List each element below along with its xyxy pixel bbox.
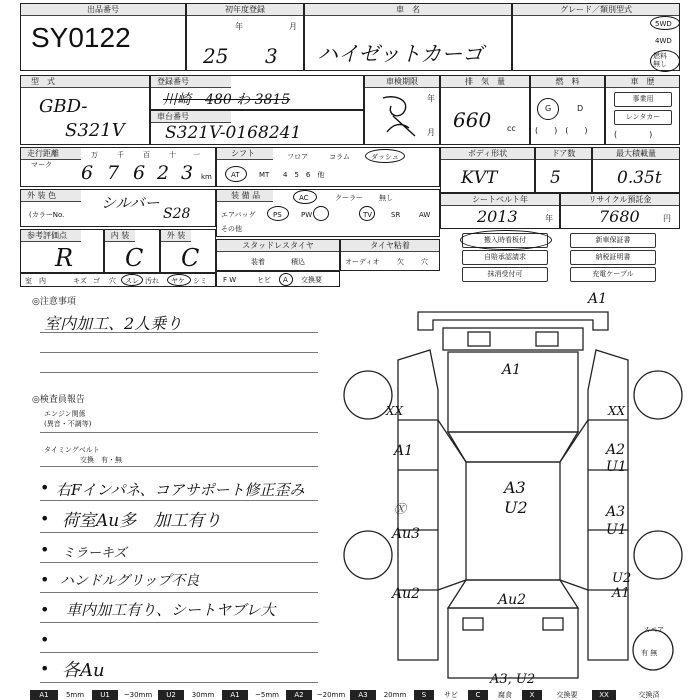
fuel-label: 燃 料 [531, 76, 604, 88]
model-label: 型 式 [21, 76, 149, 88]
shift-box [216, 147, 440, 187]
color-box [20, 189, 216, 227]
diagram-roof: A1 [502, 362, 522, 378]
fw-a-circle [279, 273, 293, 286]
doc-insurance: 自賠承認請求 [462, 250, 548, 265]
body-value: KVT [461, 168, 498, 188]
mileage-unit: km [201, 173, 212, 181]
chassis-label: 車台番号 [151, 111, 231, 123]
mileage-unit-1k: 千 [117, 151, 124, 159]
inspector-engine-sub: (異音・不調等) [44, 420, 92, 428]
recycle-unit: 円 [663, 214, 671, 223]
grade-4wd: 4WD [655, 37, 672, 45]
notes-rule [40, 682, 318, 683]
diagram-tailgate: Au2 [498, 592, 527, 608]
equip-ps-circle [267, 206, 289, 221]
equipment-label: 装 備 品 [217, 190, 273, 202]
report-line: 右Fインパネ、コアサポート修正歪み [56, 481, 305, 499]
seatbelt-value: 2013 [477, 207, 518, 226]
notes-rule [40, 332, 318, 333]
inspector-label: ◎検査員報告 [32, 395, 85, 405]
notes-rule [40, 532, 318, 533]
model-box [20, 75, 150, 145]
equip-airbag: エアバッグ [221, 211, 256, 219]
shift-dash-circle [365, 149, 405, 163]
diagram-left-rear-door: Au3 [392, 526, 421, 542]
legend-code: X [522, 690, 542, 700]
fuel-blank: ( ) ( ) [535, 126, 588, 135]
diagram-left-rear: Au2 [392, 586, 421, 602]
interior-opt: 穴 [109, 277, 116, 285]
legend-desc: 交換済 [618, 690, 680, 700]
notes-rule [40, 372, 318, 373]
interior-opt: シミ [193, 277, 207, 285]
interior-burn-circle [167, 274, 191, 286]
interior-opt: 汚れ [145, 277, 159, 285]
shift-dash: ダッシュ [371, 153, 399, 161]
legend-code: S [414, 690, 434, 700]
doc-cable: 充電ケーブル [570, 267, 656, 282]
fw-opt: ヒビ [257, 276, 271, 284]
ref-rating-box [20, 229, 104, 273]
equip-tv-circle [359, 206, 375, 221]
tire-opt-3: 穴 [421, 258, 428, 266]
studless-label: スタッドレスタイヤ [217, 240, 339, 252]
body-label: ボディ形状 [441, 148, 534, 160]
displacement-unit: cc [507, 124, 516, 133]
mileage-digit: 7 [107, 162, 120, 184]
inspector-timing: タイミングベルト [44, 446, 100, 454]
interior-scratch-circle [121, 274, 143, 286]
mileage-unit-1: 一 [193, 151, 200, 159]
grade-fuel: 燃料 無し [653, 52, 667, 68]
report-line: 車内加工有り、シートヤブレ大 [66, 601, 276, 619]
mileage-sub: マーク [31, 161, 52, 169]
legend-desc: 20mm [378, 690, 412, 700]
report-bullet: • [40, 478, 50, 497]
report-line: 各Au [62, 660, 105, 681]
car-type-box [605, 75, 680, 145]
fuel-box [530, 75, 605, 145]
legend-desc: 交換要 [544, 690, 590, 700]
chassis-box [150, 110, 364, 145]
fw-label: F W [223, 276, 237, 284]
grade-label: グレード／類別型式 [513, 4, 679, 16]
car-type-blank: ( ) [614, 130, 653, 139]
tire-label: タイヤ粘着 [341, 240, 439, 252]
notes-rule [40, 466, 318, 467]
doc-warranty: 新車保証書 [570, 233, 656, 248]
interior-opt: ゴ [93, 277, 100, 285]
exterior-rating-label: 外 装 [161, 230, 191, 242]
mileage-label: 走行距離 [21, 148, 81, 160]
doc-signboard: 搬入時看板付 [462, 233, 548, 248]
diagram-right-front: A2 U1 [606, 442, 627, 475]
shift-at-circle [225, 166, 247, 182]
legend-code: A3 [350, 690, 376, 700]
legend-code: U1 [92, 690, 118, 700]
legend-code: C [468, 690, 488, 700]
interior-rating-label: 内 装 [105, 230, 135, 242]
grade-5wd-circle [650, 16, 680, 30]
report-line: ハンドルグリップ不良 [60, 573, 200, 589]
model-value-2: S321V [65, 120, 125, 141]
inspection-year-unit: 年 [427, 94, 435, 103]
equipment-box [216, 189, 440, 237]
shift-floor: フロア [287, 153, 308, 161]
grade-box [512, 3, 680, 71]
report-bullet: • [40, 509, 50, 528]
doors-value: 5 [550, 168, 561, 188]
fuel-g: G [545, 104, 552, 113]
exterior-rating: C [181, 244, 200, 272]
docs-box [440, 229, 680, 287]
equip-sr: SR [391, 211, 401, 219]
diagram-right-fender: XX [608, 404, 626, 418]
notes-rule [40, 592, 318, 593]
legend-desc: ~30mm [120, 690, 156, 700]
doors-label: ドア数 [536, 148, 591, 160]
car-name: ハイゼットカーゴ [317, 42, 484, 66]
mileage-digit: 6 [133, 162, 146, 184]
exterior-rating-box [160, 229, 216, 273]
studless-box [216, 239, 340, 271]
listing-number-box [20, 3, 186, 71]
car-type-business: 事業用 [614, 92, 672, 107]
tire-opt-2: 欠 [397, 258, 404, 266]
fw-opt: A [283, 276, 288, 284]
first-reg-year-unit: 年 [235, 22, 243, 31]
legend-desc: 30mm [186, 690, 220, 700]
notes-rule [40, 432, 318, 433]
inspector-timing-opts: 交換 有・無 [80, 456, 122, 464]
interior-opt: ヤケ [171, 277, 185, 285]
recycle-value: 7680 [599, 207, 640, 226]
fuel-d: D [577, 104, 584, 113]
fuel-g-circle [537, 98, 559, 120]
legend-desc: 5mm [60, 690, 90, 700]
legend-code: A1 [30, 690, 58, 700]
diagram-left-front: A1 [394, 443, 414, 459]
inspection-box [364, 75, 440, 145]
mileage-digit: 6 [81, 162, 94, 184]
diagram-left-icon: Ⓧ [394, 502, 407, 516]
displacement-value: 660 [453, 108, 492, 132]
load-value: 0.35t [617, 168, 662, 188]
mileage-digit: 2 [157, 162, 170, 184]
first-registration-label: 初年度登録 [187, 4, 303, 16]
report-bullet: • [40, 630, 50, 649]
load-label: 最大積載量 [593, 148, 679, 160]
notes-line-1: 室内加工、2人乗り [44, 314, 183, 333]
diagram-top: A1 [588, 291, 608, 307]
color-label: 外 装 色 [21, 190, 81, 202]
mileage-unit-10k: 万 [91, 151, 98, 159]
legend-code: XX [592, 690, 616, 700]
equip-none: 無し [379, 194, 393, 202]
first-reg-month: 3 [265, 44, 278, 68]
shift-label: シフト [217, 148, 273, 160]
notes-rule [40, 500, 318, 501]
mileage-digit: 3 [181, 162, 194, 184]
car-name-label: 車 名 [305, 4, 511, 16]
registration-number: 川崎 480 わ 3815 [163, 92, 291, 108]
mileage-unit-100: 百 [143, 151, 150, 159]
interior-label: 室 内 [25, 277, 46, 285]
notes-rule [40, 562, 318, 563]
interior-rating: C [125, 244, 144, 272]
inspection-month-unit: 月 [427, 128, 435, 137]
equip-ps: PS [273, 211, 282, 219]
notes-rule [40, 622, 318, 623]
tire-box [340, 239, 440, 271]
diagram-right-rear-door: A3 U1 [606, 504, 627, 538]
doors-box [535, 147, 592, 193]
displacement-label: 排 気 量 [441, 76, 529, 88]
interior-row [20, 273, 216, 287]
interior-opt: スレ [125, 277, 139, 285]
first-reg-year: 25 [203, 44, 229, 68]
spare-opts: 有 無 [641, 649, 658, 657]
registration-label: 登録番号 [151, 76, 231, 88]
registration-box [150, 75, 364, 110]
ref-rating: R [55, 244, 74, 272]
doc-tax: 納税証明書 [570, 250, 656, 265]
inspector-engine: エンジン関係 [44, 410, 86, 418]
recycle-label: リサイクル預託金 [561, 194, 679, 206]
car-type-label: 車 歴 [606, 76, 679, 88]
equip-aw: AW [419, 211, 431, 219]
listing-number: SY0122 [31, 22, 131, 53]
doc-cancel: 抹消受付可 [462, 267, 548, 282]
report-bullet: • [40, 570, 50, 589]
legend-desc: 腐食 [490, 690, 520, 700]
inspection-scribble-icon [375, 92, 425, 142]
studless-opt-2: 積込 [291, 258, 305, 266]
legend-code: A2 [286, 690, 312, 700]
spare-label: スペア [643, 626, 664, 634]
equip-ac-circle [293, 190, 317, 204]
grade-fuel-circle [650, 50, 680, 72]
report-line: 荷室Au多 加工有り [62, 511, 222, 531]
color-sub: (カラーNo. [29, 211, 65, 219]
legend-desc: ~5mm [250, 690, 284, 700]
car-type-rental: レンタカー [614, 110, 672, 125]
equip-pw-circle [313, 206, 329, 221]
recycle-box [560, 193, 680, 229]
grade-5wd: 5WD [655, 20, 672, 28]
displacement-box [440, 75, 530, 145]
first-reg-month-unit: 月 [289, 22, 297, 31]
inspection-label: 車検期限 [365, 76, 439, 88]
diagram-left-fender: XX [386, 404, 404, 418]
equip-ac: AC [299, 194, 309, 202]
chassis-number: S321V-0168241 [165, 123, 302, 143]
legend-desc: サビ [436, 690, 466, 700]
shift-column: コラム [329, 153, 350, 161]
seatbelt-box [440, 193, 560, 229]
color-value: シルバー [101, 194, 160, 212]
report-line: ミラーキズ [62, 546, 127, 561]
studless-opt-1: 装着 [251, 258, 265, 266]
mileage-unit-10: 十 [169, 151, 176, 159]
diagram-right-rear: U2 A1 [612, 571, 632, 601]
report-bullet: • [40, 600, 50, 619]
first-registration-box [186, 3, 304, 71]
legend-code: A1 [222, 690, 248, 700]
mileage-box [20, 147, 216, 187]
notes-label: ◎注意事項 [32, 297, 76, 307]
notes-rule [40, 652, 318, 653]
ref-rating-label: 参考評価点 [21, 230, 81, 242]
car-name-box [304, 3, 512, 71]
body-box [440, 147, 535, 193]
shift-at: AT [231, 171, 240, 179]
seatbelt-label: シートベルト年 [441, 194, 559, 206]
diagram-bottom: A3, U2 [490, 672, 536, 687]
interior-opt: キズ [73, 277, 87, 285]
color-code: S28 [163, 206, 191, 222]
legend-desc: ~20mm [314, 690, 348, 700]
diagram-center: A3 U2 [504, 478, 528, 517]
listing-number-label: 出品番号 [21, 4, 185, 16]
equip-other: その他 [221, 225, 242, 233]
model-value-1: GBD- [39, 96, 88, 117]
legend-code: U2 [158, 690, 184, 700]
fw-opt: 交換要 [301, 276, 322, 284]
report-bullet: • [40, 540, 50, 559]
load-box [592, 147, 680, 193]
shift-gears: 4 5 6 他 [283, 171, 325, 179]
report-bullet: • [40, 659, 50, 678]
equip-tv: TV [363, 211, 373, 219]
notes-rule [40, 352, 318, 353]
equip-pw: PW [301, 211, 313, 219]
doc-signboard-circle [460, 230, 552, 250]
equip-cooler: クーラー [335, 194, 363, 202]
interior-rating-box [104, 229, 160, 273]
shift-mt: MT [259, 171, 270, 179]
fw-row [216, 271, 340, 287]
tire-opt-1: オーディオ [345, 258, 380, 266]
seatbelt-unit: 年 [545, 214, 553, 223]
